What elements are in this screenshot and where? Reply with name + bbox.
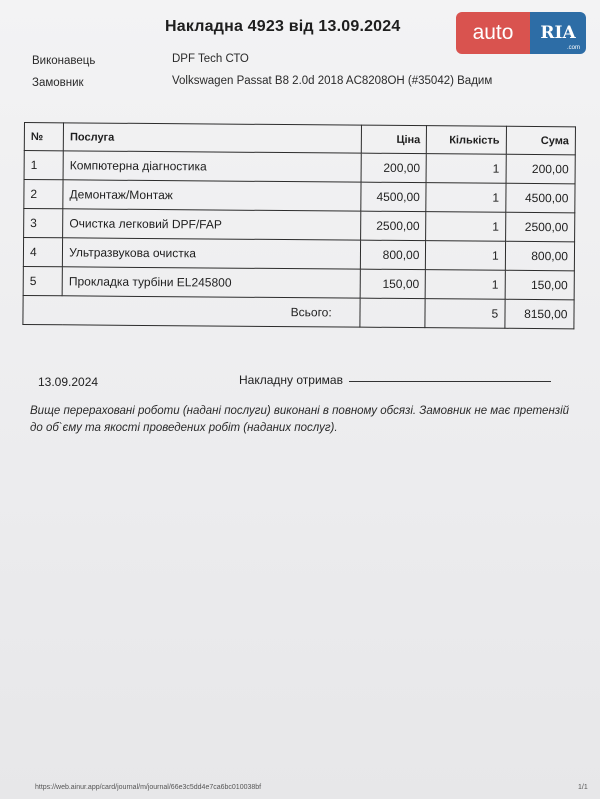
row-sum: 200,00 <box>506 154 575 184</box>
footer-url: https://web.ainur.app/card/journal/m/journal/66e3c5dd4e7ca6bc010038bf <box>35 784 262 791</box>
row-sum: 800,00 <box>505 241 574 271</box>
executor-value: DPF Tech СТО <box>172 53 249 65</box>
total-sum: 8150,00 <box>505 299 574 329</box>
customer-label: Замовник <box>32 77 84 89</box>
table-row <box>24 209 575 242</box>
received-label: Накладну отримав <box>239 373 343 387</box>
row-price: 4500,00 <box>361 182 426 212</box>
total-label: Всього: <box>23 295 360 327</box>
total-qty: 5 <box>425 299 505 329</box>
services-table <box>22 122 576 329</box>
row-no: 1 <box>24 151 63 180</box>
executor-label: Виконавець <box>32 55 96 67</box>
row-qty: 1 <box>426 183 506 213</box>
header-no: № <box>24 123 63 151</box>
logo-auto-part: auto <box>456 12 530 54</box>
invoice-date: 13.09.2024 <box>38 375 99 389</box>
row-sum: 150,00 <box>505 270 574 300</box>
row-qty: 1 <box>426 270 506 300</box>
logo-ria-part <box>530 12 586 54</box>
header-price: Ціна <box>361 125 426 154</box>
row-service: Очистка легковий DPF/FAP <box>63 209 361 240</box>
table-header-row <box>24 123 575 155</box>
autoria-logo[interactable] <box>456 12 586 54</box>
total-price-empty <box>360 298 425 328</box>
table-row <box>24 151 575 184</box>
row-price: 200,00 <box>361 153 426 183</box>
row-no: 3 <box>24 209 63 238</box>
header-sum: Сума <box>506 126 575 155</box>
table-row <box>24 180 575 213</box>
table-row <box>23 266 574 299</box>
row-qty: 1 <box>426 212 506 242</box>
document-title: Накладна 4923 від 13.09.2024 <box>165 18 401 35</box>
row-service: Демонтаж/Монтаж <box>63 180 361 211</box>
row-no: 2 <box>24 180 63 209</box>
table-row <box>23 238 574 271</box>
row-price: 150,00 <box>360 269 425 299</box>
row-qty: 1 <box>426 241 506 271</box>
acceptance-note: Вище перераховані роботи (надані послуги) виконані в повному обсязі. Замовник не має претензій до об`єму та якості проведених робіт (наданих послуг). <box>30 405 570 434</box>
row-service: Ультразвукова очистка <box>63 238 361 269</box>
row-sum: 2500,00 <box>505 212 574 242</box>
customer-value: Volkswagen Passat B8 2.0d 2018 AC8208OH (#35042) Вадим <box>172 75 493 87</box>
footer-page-number: 1/1 <box>578 784 588 791</box>
header-service: Послуга <box>63 123 361 153</box>
row-qty: 1 <box>426 154 506 184</box>
row-no: 5 <box>23 266 62 295</box>
row-service: Компютерна діагностика <box>63 151 361 182</box>
table-total-row <box>23 295 574 328</box>
row-price: 2500,00 <box>361 211 426 241</box>
row-price: 800,00 <box>361 240 426 270</box>
signature-line <box>349 381 551 382</box>
row-service: Прокладка турбіни EL245800 <box>62 267 360 298</box>
logo-ria-text: RIA <box>540 23 576 43</box>
logo-com-text: .com <box>566 45 580 51</box>
header-qty: Кількість <box>427 126 506 155</box>
row-no: 4 <box>23 238 62 267</box>
row-sum: 4500,00 <box>506 183 575 213</box>
